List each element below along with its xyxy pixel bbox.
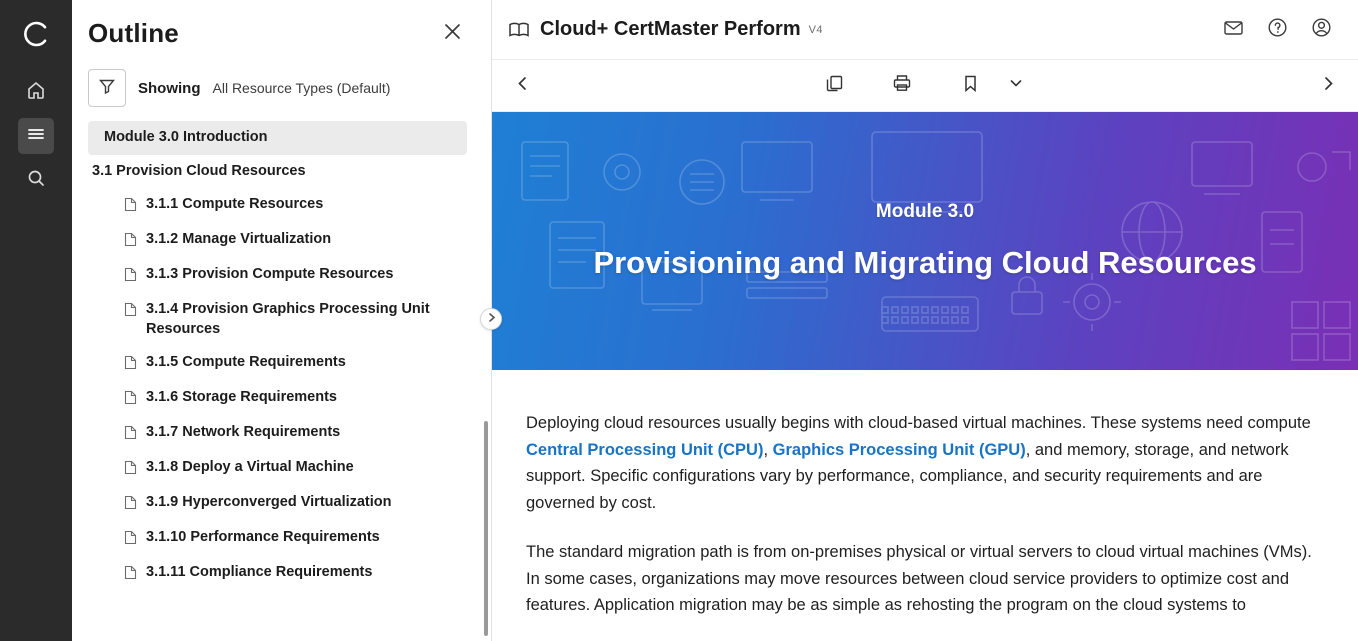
print-button[interactable]	[884, 68, 920, 104]
document-icon	[124, 267, 138, 286]
module-banner	[492, 112, 1358, 370]
help-button[interactable]	[1260, 13, 1294, 47]
list-item[interactable]	[72, 451, 483, 486]
document-icon	[124, 425, 138, 444]
outline-item-label: 3.1 Provision Cloud Resources	[92, 162, 306, 179]
document-icon	[124, 197, 138, 216]
outline-icon	[26, 124, 46, 149]
link-gpu[interactable]: Graphics Processing Unit (GPU)	[772, 440, 1026, 459]
outline-header	[72, 0, 491, 59]
outline-item-label: 3.1.10 Performance Requirements	[146, 529, 380, 546]
document-icon	[124, 530, 138, 549]
document-icon	[124, 302, 138, 321]
list-item[interactable]	[72, 521, 483, 556]
paragraph-1-sep: ,	[763, 440, 773, 459]
paragraph-1	[526, 410, 1314, 517]
app-header	[492, 0, 1358, 60]
app-title: Cloud+ CertMaster Perform	[540, 18, 801, 40]
document-icon	[124, 495, 138, 514]
document-icon	[124, 355, 138, 374]
banner-module-label: Module 3.0	[875, 201, 975, 222]
list-item[interactable]	[72, 556, 483, 591]
outline-item-label: 3.1.9 Hyperconverged Virtualization	[146, 494, 392, 511]
list-item[interactable]	[72, 486, 483, 521]
showing-value[interactable]: All Resource Types (Default)	[212, 80, 391, 96]
sidebar-item-search[interactable]	[18, 162, 54, 198]
cengage-c-logo-icon[interactable]	[16, 14, 56, 54]
outline-list[interactable]	[72, 121, 491, 641]
print-icon	[892, 73, 912, 98]
chevron-right-icon	[486, 310, 497, 328]
paragraph-2: The standard migration path is from on-premises physical or virtual servers to cloud virtual machines (VMs). In some cases, organizations may move resources between cloud service providers to optimize cost and features. Application migration may be as simple as rehosting the program on the cloud systems to	[526, 542, 1312, 615]
list-item[interactable]	[72, 346, 483, 381]
book-icon	[508, 19, 530, 41]
app-version: V4	[808, 23, 823, 36]
list-item[interactable]	[72, 416, 483, 451]
document-icon	[124, 390, 138, 409]
lesson-body	[492, 370, 1358, 641]
filter-icon	[98, 77, 116, 100]
outline-item-label: 3.1.11 Compliance Requirements	[146, 564, 373, 581]
account-icon	[1311, 17, 1332, 43]
outline-item-label: 3.1.8 Deploy a Virtual Machine	[146, 459, 354, 476]
content-toolbar	[492, 60, 1358, 112]
outline-item-label: 3.1.6 Storage Requirements	[146, 389, 337, 406]
previous-page-button[interactable]	[504, 68, 540, 104]
mail-icon	[1223, 17, 1244, 43]
chevron-down-icon	[1009, 76, 1023, 95]
banner-heading: Provisioning and Migrating Cloud Resources	[593, 245, 1257, 280]
paragraph-1-text-c: , and memory, storage, and network support. Specific configurations vary by performance, compliance, and security requirements and are governed by cost.	[526, 440, 1289, 513]
outline-item-label: Module 3.0 Introduction	[104, 129, 268, 145]
list-item[interactable]	[72, 293, 483, 346]
messages-button[interactable]	[1216, 13, 1250, 47]
sidebar-item-outline[interactable]	[18, 118, 54, 154]
copy-icon	[825, 74, 844, 98]
filter-row	[72, 59, 491, 121]
home-icon	[26, 80, 46, 105]
list-item[interactable]	[88, 121, 467, 155]
main-content	[492, 0, 1358, 641]
list-item[interactable]	[72, 381, 483, 416]
search-icon	[26, 168, 46, 193]
page-title: Outline	[88, 18, 179, 48]
showing-label: Showing	[138, 79, 201, 97]
more-options-button[interactable]	[998, 68, 1034, 104]
bookmark-button[interactable]	[952, 68, 988, 104]
link-cpu[interactable]: Central Processing Unit (CPU)	[526, 440, 764, 459]
help-icon	[1267, 17, 1288, 43]
banner-decoration	[492, 112, 1358, 370]
next-page-button[interactable]	[1310, 68, 1346, 104]
chevron-right-icon	[1320, 75, 1337, 97]
outline-item-label: 3.1.1 Compute Resources	[146, 196, 324, 213]
collapse-panel-button[interactable]	[480, 308, 502, 330]
outline-item-label: 3.1.2 Manage Virtualization	[146, 231, 332, 248]
outline-item-label: 3.1.3 Provision Compute Resources	[146, 266, 394, 283]
page-scrollbar[interactable]	[1352, 112, 1358, 641]
copy-button[interactable]	[816, 68, 852, 104]
document-icon	[124, 460, 138, 479]
toolbar-center-group	[492, 68, 1358, 104]
outline-panel	[72, 0, 492, 641]
account-button[interactable]	[1304, 13, 1338, 47]
document-icon	[124, 232, 138, 251]
sidebar-item-home[interactable]	[18, 74, 54, 110]
list-item[interactable]	[72, 223, 483, 258]
close-icon	[443, 22, 462, 46]
bookmark-icon	[961, 74, 980, 98]
filter-button[interactable]	[88, 69, 126, 107]
list-item[interactable]	[72, 188, 483, 223]
outline-scrollbar-thumb[interactable]	[484, 421, 488, 636]
close-outline-button[interactable]	[437, 19, 467, 49]
outline-item-label: 3.1.5 Compute Requirements	[146, 354, 346, 371]
outline-item-label: 3.1.4 Provision Graphics Processing Unit Resources	[146, 301, 430, 337]
paragraph-1-text-a: Deploying cloud resources usually begins with cloud-based virtual machines. These systems need compute	[526, 414, 1311, 432]
list-item[interactable]	[72, 258, 483, 293]
list-item[interactable]	[72, 155, 483, 189]
outline-item-label: 3.1.7 Network Requirements	[146, 424, 341, 441]
document-icon	[124, 565, 138, 584]
chevron-left-icon	[514, 75, 531, 97]
left-rail	[0, 0, 72, 641]
